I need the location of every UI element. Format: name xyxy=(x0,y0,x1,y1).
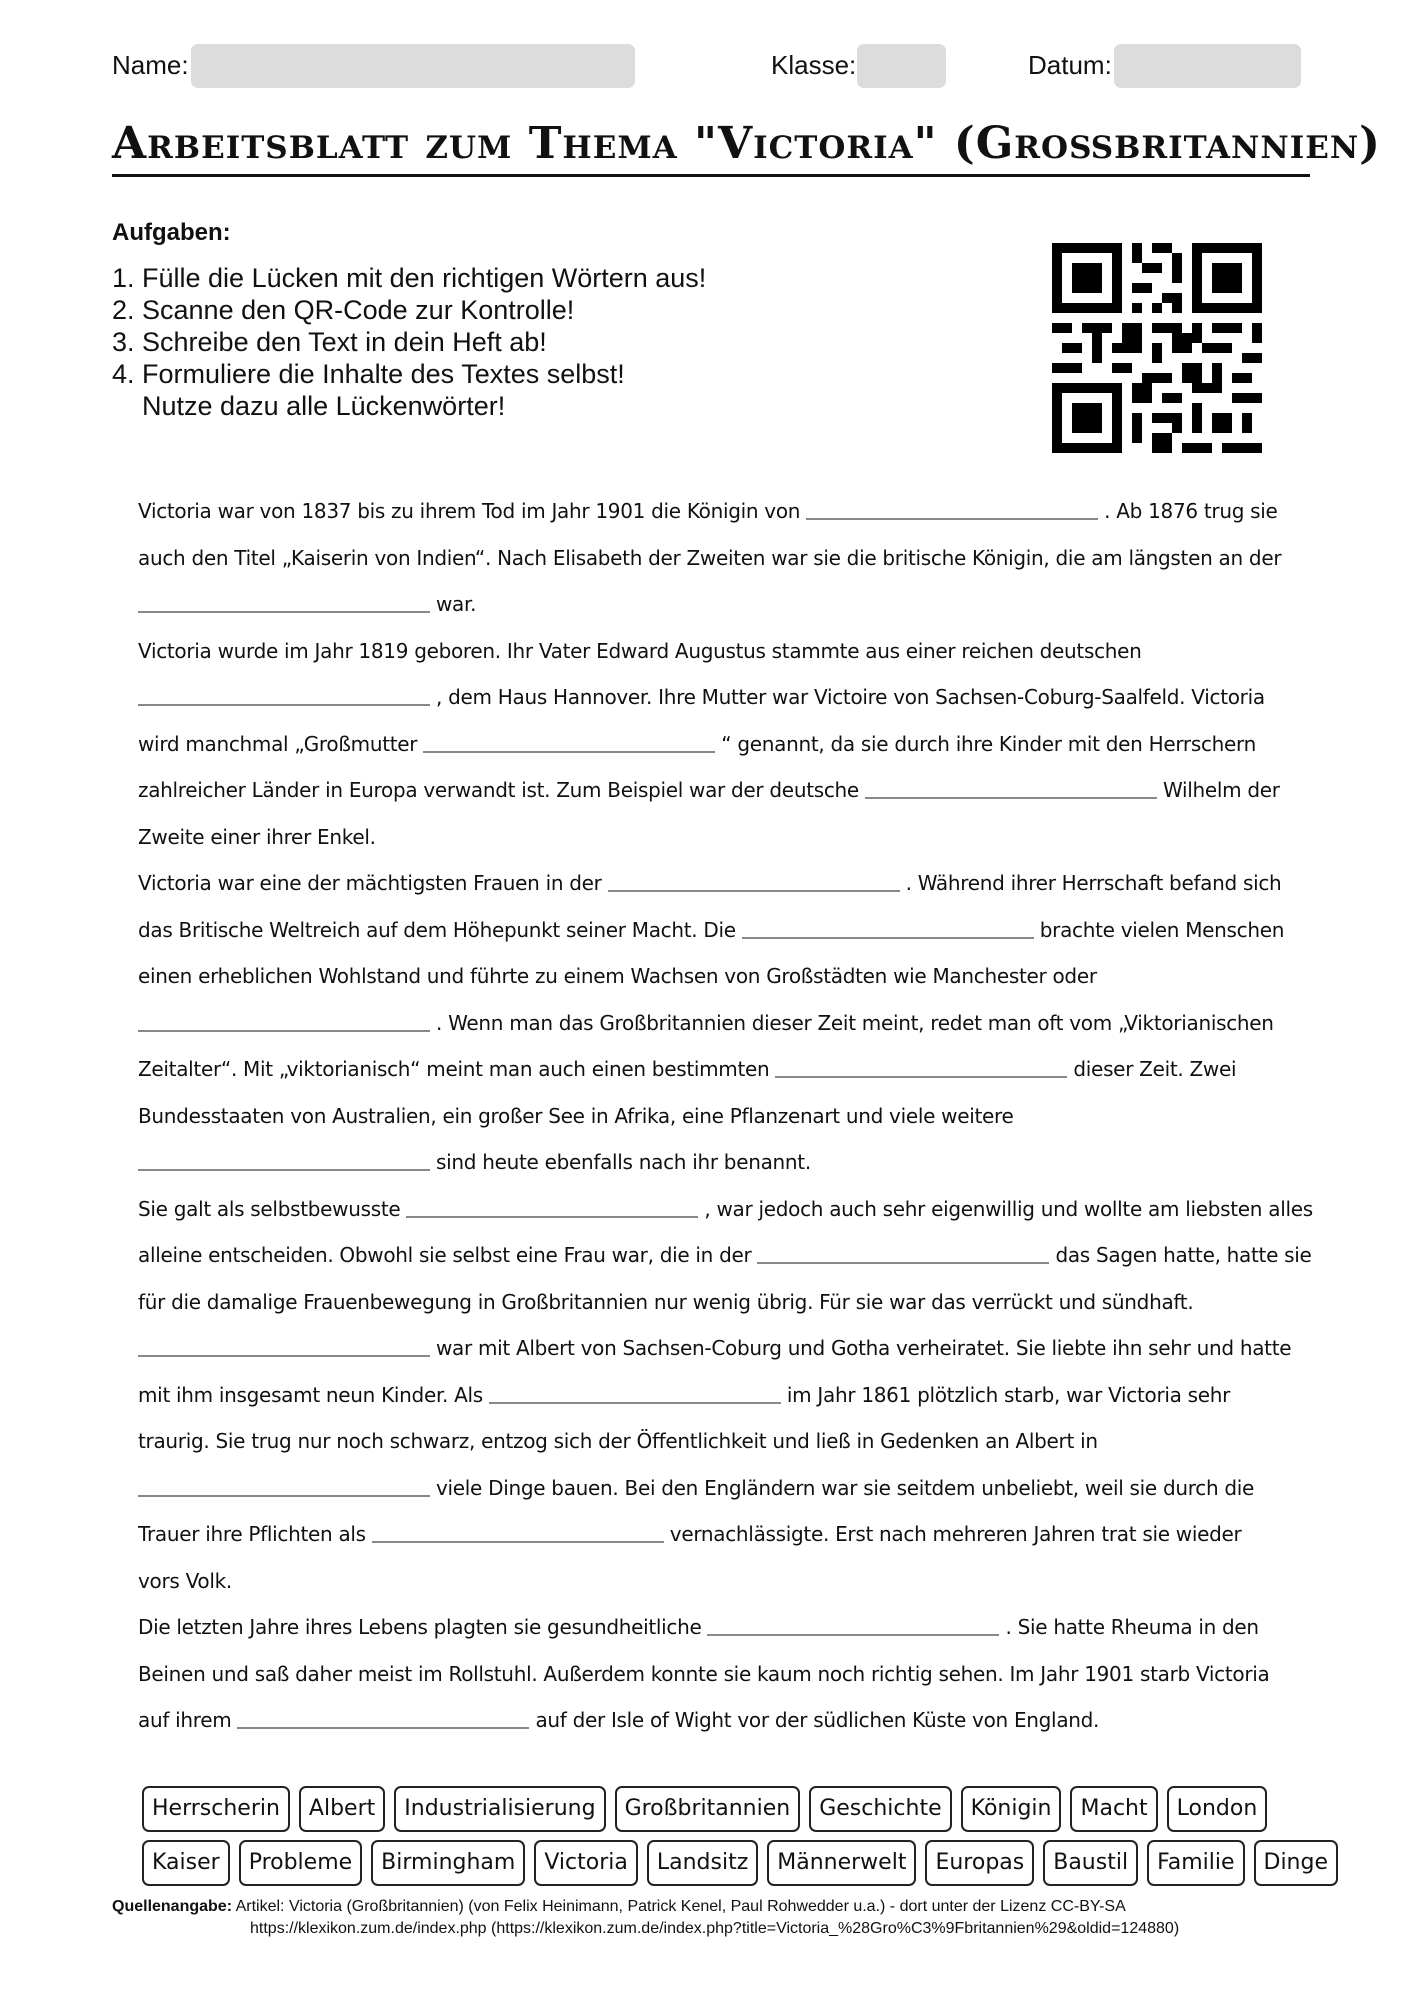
source-citation xyxy=(112,1896,1332,1940)
text-line: Zeitalter“. Mit „viktorianisch“ meint man auch einen bestimmten dieser Zeit. Zwei xyxy=(138,1057,1237,1081)
word-chip[interactable]: Herrscherin xyxy=(142,1786,290,1832)
answer-gap[interactable] xyxy=(138,704,430,706)
text-line: Victoria wurde im Jahr 1819 geboren. Ihr Vater Edward Augustus stammte aus einer reichen deutschen xyxy=(138,638,1142,663)
answer-gap[interactable] xyxy=(742,937,1034,939)
class-label: Klasse: xyxy=(771,50,857,80)
word-chip[interactable]: Europas xyxy=(925,1840,1034,1886)
answer-gap[interactable] xyxy=(406,1216,698,1218)
date-label: Datum: xyxy=(1028,50,1112,80)
source-line-1: Artikel: Victoria (Großbritannien) (von Felix Heinimann, Patrick Kenel, Paul Rohwedder u.a.) - dort unter der Lizenz CC-BY-SA xyxy=(235,1898,1126,1915)
text-line: Zweite einer ihrer Enkel. xyxy=(138,824,376,849)
date-field[interactable] xyxy=(1114,44,1301,88)
answer-gap[interactable] xyxy=(237,1727,529,1729)
text-line: einen erheblichen Wohlstand und führte zu einem Wachsen von Großstädten wie Manchester oder xyxy=(138,964,1097,988)
source-link[interactable]: https://klexikon.zum.de/index.php (https://klexikon.zum.de/index.php?title=Victoria_%28Gro%C3%9Fbritannien%29&oldid=124880) xyxy=(250,1920,1180,1937)
answer-gap[interactable] xyxy=(423,751,715,753)
word-chip[interactable]: Victoria xyxy=(534,1840,638,1886)
answer-gap[interactable] xyxy=(806,518,1098,520)
task-list xyxy=(112,262,706,422)
answer-gap[interactable] xyxy=(865,797,1157,799)
answer-gap[interactable] xyxy=(608,890,900,892)
text-line: mit ihm insgesamt neun Kinder. Als im Jahr 1861 plötzlich starb, war Victoria sehr xyxy=(138,1382,1231,1407)
answer-gap[interactable] xyxy=(372,1541,664,1543)
word-chip[interactable]: London xyxy=(1167,1786,1268,1832)
text-line: auch den Titel „Kaiserin von Indien“. Nach Elisabeth der Zweiten war sie die britische Königin, die am längsten an der xyxy=(138,545,1282,570)
word-chip[interactable]: Großbritannien xyxy=(615,1786,801,1832)
word-chip[interactable]: Männerwelt xyxy=(767,1840,916,1886)
word-chip[interactable]: Birmingham xyxy=(371,1840,525,1886)
text-line: alleine entscheiden. Obwohl sie selbst eine Frau war, die in der das Sagen hatte, hatte sie xyxy=(138,1243,1312,1267)
text-line: wird manchmal „Großmutter “ genannt, da sie durch ihre Kinder mit den Herrschern xyxy=(138,731,1256,756)
word-chip[interactable]: Geschichte xyxy=(809,1786,951,1832)
word-chip[interactable]: Albert xyxy=(299,1786,385,1832)
class-field[interactable] xyxy=(857,44,946,88)
text-line: Sie galt als selbstbewusste , war jedoch auch sehr eigenwillig und wollte am liebsten alles xyxy=(138,1196,1313,1221)
name-label: Name: xyxy=(112,50,189,80)
text-line: Die letzten Jahre ihres Lebens plagten sie gesundheitliche . Sie hatte Rheuma in den xyxy=(138,1615,1259,1639)
tasks-heading: Aufgaben: xyxy=(112,219,231,246)
text-line: traurig. Sie trug nur noch schwarz, entzog sich der Öffentlichkeit und ließ in Gedenken an Albert in xyxy=(138,1429,1098,1453)
answer-gap[interactable] xyxy=(138,1030,430,1032)
answer-gap[interactable] xyxy=(775,1076,1067,1078)
task-item: 4. Formuliere die Inhalte des Textes selbst! xyxy=(112,359,625,389)
text-line: das Britische Weltreich auf dem Höhepunkt seiner Macht. Die brachte vielen Menschen xyxy=(138,917,1285,942)
text-line: für die damalige Frauenbewegung in Großbritannien nur wenig übrig. Für sie war das verrückt und sündhaft. xyxy=(138,1289,1194,1314)
word-chip[interactable]: Landsitz xyxy=(647,1840,758,1886)
text-line: vors Volk. xyxy=(138,1568,232,1593)
cloze-text xyxy=(138,488,1313,1744)
word-chip[interactable]: Dinge xyxy=(1254,1840,1339,1886)
text-line: , dem Haus Hannover. Ihre Mutter war Victoire von Sachsen-Coburg-Saalfeld. Victoria xyxy=(138,674,1298,721)
text-line: auf ihrem auf der Isle of Wight vor der südlichen Küste von England. xyxy=(138,1708,1100,1732)
text-line: . Wenn man das Großbritannien dieser Zeit meint, redet man oft vom „Viktorianischen xyxy=(138,1000,1298,1047)
answer-gap[interactable] xyxy=(138,611,430,613)
task-item: 2. Scanne den QR-Code zur Kontrolle! xyxy=(112,295,575,325)
task-item: 3. Schreibe den Text in dein Heft ab! xyxy=(112,327,547,357)
task-item: 1. Fülle die Lücken mit den richtigen Wörtern aus! xyxy=(112,263,707,293)
task-item: Nutze dazu alle Lückenwörter! xyxy=(112,391,506,421)
word-chip[interactable]: Familie xyxy=(1147,1840,1244,1886)
word-chip[interactable]: Königin xyxy=(961,1786,1062,1832)
answer-gap[interactable] xyxy=(707,1634,999,1636)
word-chip[interactable]: Kaiser xyxy=(142,1840,230,1886)
name-field[interactable] xyxy=(191,44,635,88)
word-bank-row xyxy=(142,1840,1338,1886)
word-chip[interactable]: Industrialisierung xyxy=(394,1786,605,1832)
text-line: Victoria war von 1837 bis zu ihrem Tod im Jahr 1901 die Königin von . Ab 1876 trug sie xyxy=(138,499,1278,523)
text-line: viele Dinge bauen. Bei den Engländern war sie seitdem unbeliebt, weil sie durch die xyxy=(138,1465,1298,1512)
qr-code[interactable] xyxy=(1052,243,1262,453)
word-chip[interactable]: Probleme xyxy=(239,1840,362,1886)
word-chip[interactable]: Macht xyxy=(1070,1786,1157,1832)
text-line: Bundesstaaten von Australien, ein großer See in Afrika, eine Pflanzenart und viele weitere xyxy=(138,1103,1014,1128)
title-underline xyxy=(112,174,1310,177)
word-chip[interactable]: Baustil xyxy=(1043,1840,1138,1886)
text-line: zahlreicher Länder in Europa verwandt ist. Zum Beispiel war der deutsche Wilhelm der xyxy=(138,778,1280,802)
text-line: war mit Albert von Sachsen-Coburg und Gotha verheiratet. Sie liebte ihn sehr und hatte xyxy=(138,1325,1298,1372)
text-line: sind heute ebenfalls nach ihr benannt. xyxy=(138,1139,1298,1186)
source-label: Quellenangabe: xyxy=(112,1898,233,1915)
answer-gap[interactable] xyxy=(757,1262,1049,1264)
text-line: Victoria war eine der mächtigsten Frauen in der . Während ihrer Herrschaft befand sich xyxy=(138,871,1282,895)
answer-gap[interactable] xyxy=(138,1355,430,1357)
text-line: war. xyxy=(138,581,1298,628)
text-line: Beinen und saß daher meist im Rollstuhl. Außerdem konnte sie kaum noch richtig sehen. Im Jahr 1901 starb Victoria xyxy=(138,1661,1270,1686)
worksheet-title: Arbeitsblatt zum Thema "Victoria" (Großbritannien) xyxy=(112,118,1382,169)
answer-gap[interactable] xyxy=(138,1169,430,1171)
word-bank-row xyxy=(142,1786,1267,1832)
answer-gap[interactable] xyxy=(489,1402,781,1404)
text-line: Trauer ihre Pflichten als vernachlässigte. Erst nach mehreren Jahren trat sie wieder xyxy=(138,1522,1242,1546)
answer-gap[interactable] xyxy=(138,1495,430,1497)
